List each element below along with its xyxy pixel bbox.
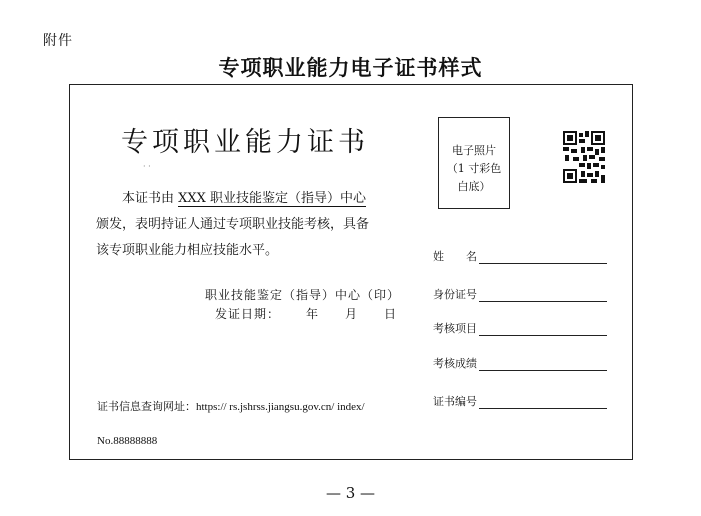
field-id-number-label: 身份证号 xyxy=(433,288,477,301)
query-url[interactable]: https:// rs.jshrss.jiangsu.gov.cn/ index/ xyxy=(196,401,365,413)
certificate-body xyxy=(96,186,396,264)
field-certificate-number-label: 证书编号 xyxy=(433,395,477,408)
photo-line-3: 白底） xyxy=(457,180,491,193)
query-line xyxy=(97,398,365,414)
certificate-number: No.88888888 xyxy=(97,435,158,447)
page-title: 专项职业能力电子证书样式 xyxy=(218,55,483,80)
body-prefix: 本证书由 xyxy=(122,191,175,206)
photo-placeholder xyxy=(438,117,510,209)
issue-date-month: 月 xyxy=(345,307,359,321)
issue-date xyxy=(215,305,397,322)
qr-code-icon xyxy=(563,131,605,183)
certificate-title: 专项职业能力证书 xyxy=(121,127,369,158)
field-certificate-number-line xyxy=(479,396,607,409)
agency-placeholder: XXX 职业技能鉴定（指导）中心 xyxy=(178,191,367,206)
field-exam-score-line xyxy=(479,358,607,371)
issue-date-label: 发证日期： xyxy=(215,307,281,321)
field-exam-item-label: 考核项目 xyxy=(433,322,477,335)
attachment-label: 附件 xyxy=(43,33,73,49)
decorative-dots: · · xyxy=(143,162,151,171)
field-id-number-line xyxy=(479,289,607,302)
field-exam-score xyxy=(433,355,607,371)
photo-line-2: （1 寸彩色 xyxy=(446,162,502,175)
field-certificate-number xyxy=(433,393,607,409)
field-exam-item xyxy=(433,320,607,336)
body-line-3: 该专项职业能力相应技能水平。 xyxy=(96,243,279,258)
issue-date-day: 日 xyxy=(384,307,398,321)
page-number: — 3 — xyxy=(325,484,376,502)
field-name-line xyxy=(479,251,607,264)
field-exam-score-label: 考核成绩 xyxy=(433,357,477,370)
body-line-2: 颁发，表明持证人通过专项职业技能考核，具备 xyxy=(96,217,370,232)
issue-date-year: 年 xyxy=(306,307,320,321)
field-id-number xyxy=(433,286,607,302)
field-name xyxy=(433,248,607,264)
field-name-label: 姓 名 xyxy=(433,250,477,263)
field-exam-item-line xyxy=(479,323,607,336)
query-label: 证书信息查询网址： xyxy=(97,400,196,413)
photo-line-1: 电子照片 xyxy=(452,144,496,157)
issuing-agency: 职业技能鉴定（指导）中心（印） xyxy=(205,288,401,302)
